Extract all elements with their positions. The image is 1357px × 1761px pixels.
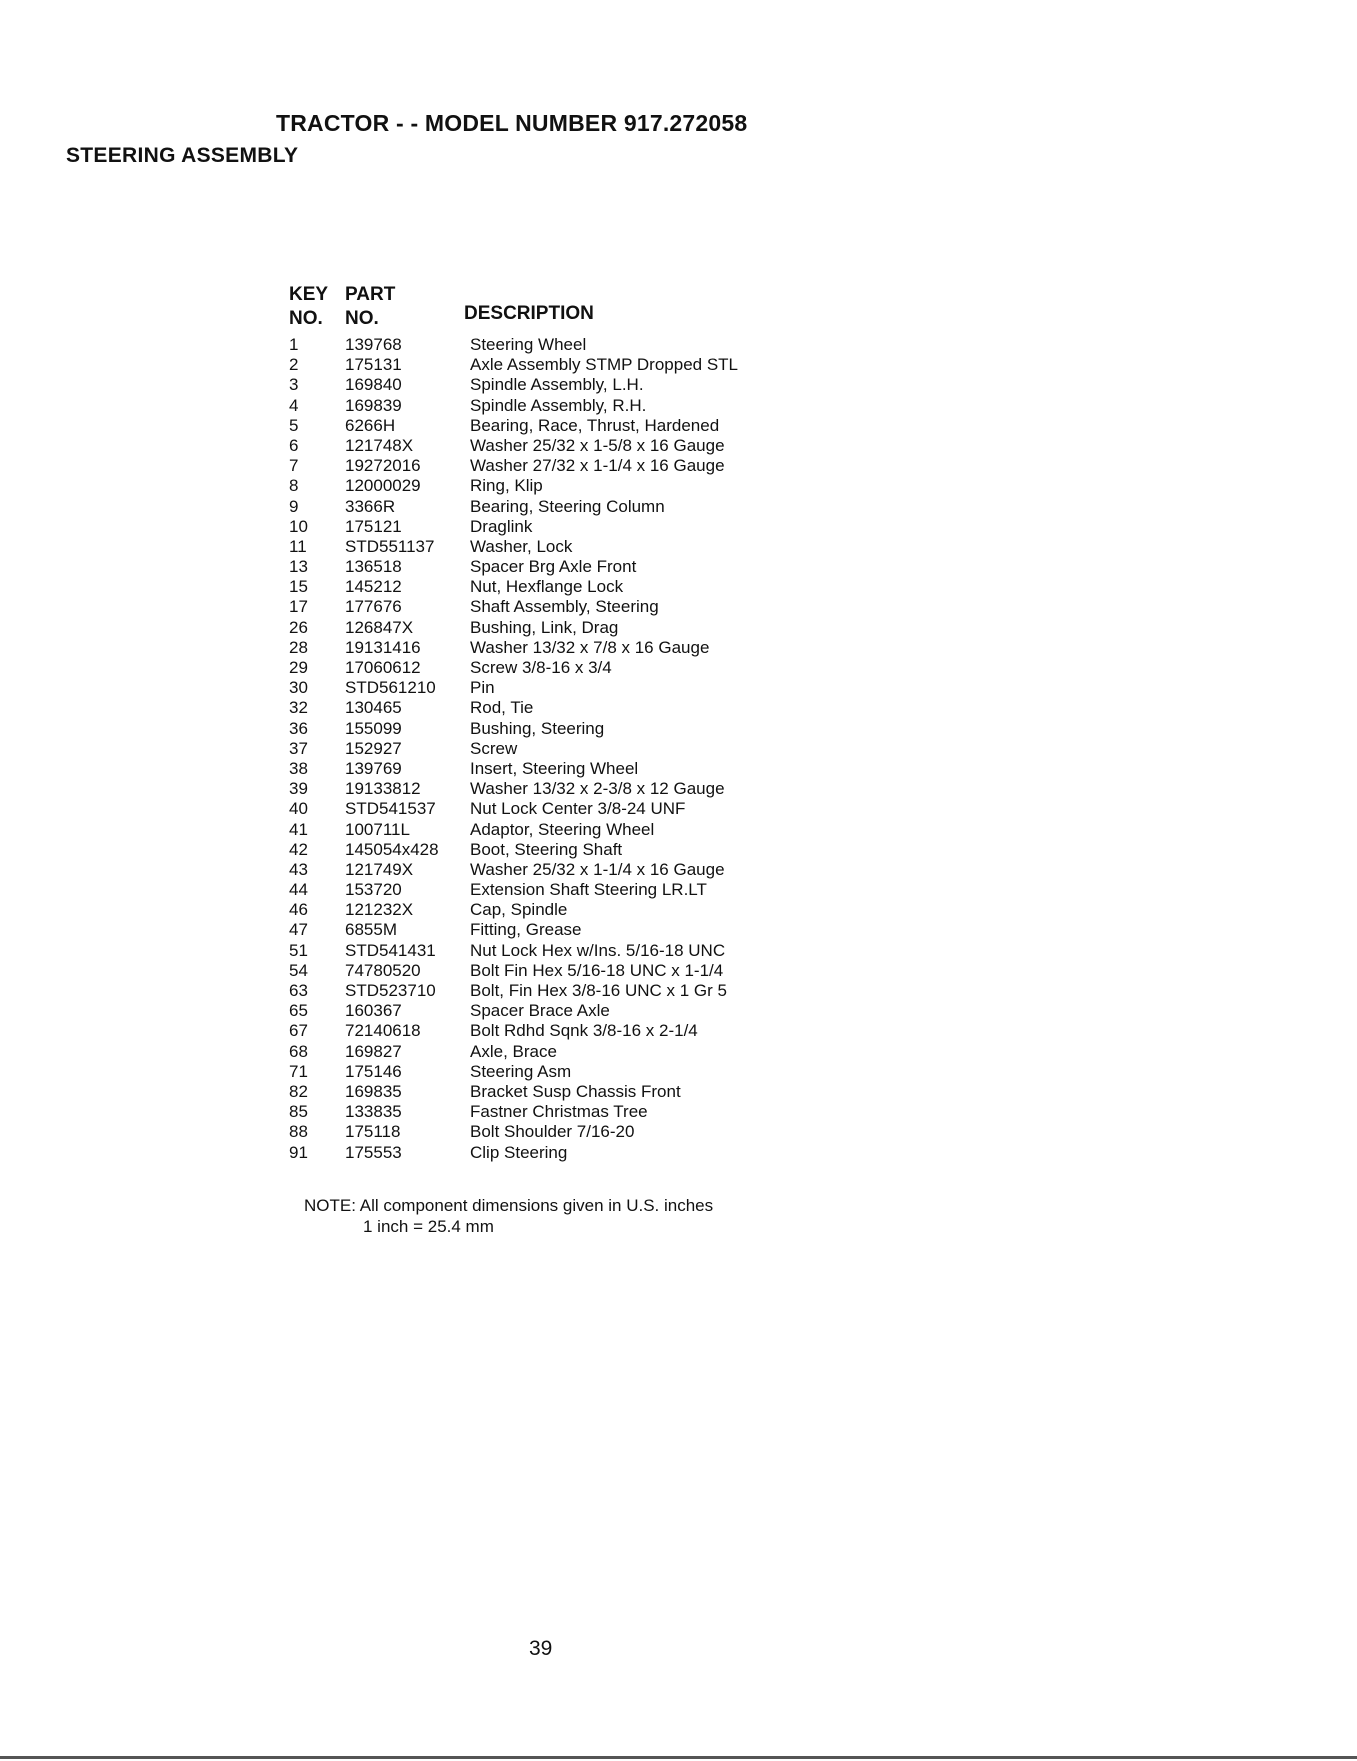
- key-no: 1: [289, 335, 299, 354]
- part-no: 139768: [345, 335, 402, 354]
- description: Bushing, Steering: [470, 718, 605, 738]
- description: Axle, Brace: [470, 1041, 557, 1061]
- description: Fitting, Grease: [470, 920, 582, 940]
- description: Extension Shaft Steering LR.LT: [470, 880, 707, 900]
- key-no: 30: [289, 678, 308, 698]
- key-no: 4: [289, 395, 299, 415]
- description: Adaptor, Steering Wheel: [470, 819, 655, 839]
- key-no: 39: [289, 779, 308, 799]
- part-no: 160367: [345, 1001, 402, 1021]
- description: Bearing, Steering Column: [470, 496, 665, 516]
- header-part-line1: PART: [345, 284, 396, 305]
- description: Cap, Spindle: [470, 900, 568, 920]
- part-no: 145054x428: [345, 839, 439, 859]
- note-line2: 1 inch = 25.4 mm: [363, 1217, 494, 1236]
- part-no: 100711L: [345, 819, 410, 839]
- key-no: 3: [289, 375, 299, 395]
- key-no: 47: [289, 920, 308, 940]
- description: Screw: [470, 738, 518, 758]
- description: Screw 3/8-16 x 3/4: [470, 658, 612, 677]
- part-no: 175121: [345, 516, 402, 536]
- part-no: 155099: [345, 718, 402, 738]
- header-key-line2: NO.: [289, 308, 323, 329]
- key-no: 13: [289, 557, 308, 577]
- description: Spacer Brg Axle Front: [470, 557, 637, 577]
- description: Clip Steering: [470, 1142, 568, 1162]
- key-no: 88: [289, 1122, 308, 1142]
- part-no: STD561210: [345, 678, 436, 698]
- description: Axle Assembly STMP Dropped STL: [470, 355, 739, 375]
- description: Pin: [470, 678, 495, 698]
- key-no: 85: [289, 1102, 308, 1122]
- key-no: 68: [289, 1041, 308, 1061]
- key-no: 46: [289, 900, 308, 920]
- part-no: 175553: [345, 1142, 402, 1162]
- key-no: 5: [289, 415, 299, 435]
- description: Spacer Brace Axle: [470, 1001, 610, 1021]
- part-no: 169840: [345, 375, 402, 395]
- part-no: 133835: [345, 1102, 402, 1122]
- description: Bolt, Fin Hex 3/8-16 UNC x 1 Gr 5: [470, 981, 727, 1000]
- description: Boot, Steering Shaft: [470, 839, 623, 859]
- key-no: 36: [289, 718, 308, 738]
- key-no: 44: [289, 880, 308, 900]
- description: Spindle Assembly, R.H.: [470, 395, 647, 415]
- key-no: 32: [289, 698, 308, 718]
- key-no: 38: [289, 758, 308, 778]
- key-no: 54: [289, 960, 308, 980]
- description: Washer 13/32 x 7/8 x 16 Gauge: [470, 637, 710, 657]
- page-title: TRACTOR - - MODEL NUMBER 917.272058: [276, 110, 748, 136]
- description: Washer, Lock: [470, 536, 573, 556]
- key-no: 63: [289, 981, 308, 1000]
- part-no: 12000029: [345, 476, 421, 496]
- part-no: 177676: [345, 597, 402, 617]
- key-no: 82: [289, 1081, 308, 1101]
- key-no: 9: [289, 496, 299, 516]
- part-no: 136518: [345, 557, 402, 577]
- key-no: 26: [289, 617, 308, 637]
- part-no: 72140618: [345, 1021, 421, 1041]
- key-no: 8: [289, 476, 299, 496]
- part-no: 6855M: [345, 920, 397, 940]
- key-no: 51: [289, 940, 308, 960]
- description: Bearing, Race, Thrust, Hardened: [470, 415, 720, 435]
- description: Spindle Assembly, L.H.: [470, 375, 644, 395]
- key-no: 17: [289, 597, 308, 617]
- part-no: 130465: [345, 698, 402, 718]
- description: Steering Asm: [470, 1061, 572, 1081]
- key-no: 10: [289, 516, 308, 536]
- description: Bolt Fin Hex 5/16-18 UNC x 1-1/4: [470, 960, 724, 980]
- part-no: 19133812: [345, 779, 421, 799]
- key-no: 40: [289, 799, 308, 819]
- key-no: 41: [289, 819, 308, 839]
- part-no: 175118: [345, 1122, 401, 1142]
- header-description: DESCRIPTION: [464, 303, 594, 324]
- header-key-line1: KEY: [289, 284, 329, 305]
- part-no: 169839: [345, 395, 402, 415]
- part-no: 153720: [345, 880, 402, 900]
- part-no: 175131: [345, 355, 402, 375]
- description: Washer 25/32 x 1-5/8 x 16 Gauge: [470, 435, 725, 455]
- part-no: 152927: [345, 738, 402, 758]
- key-no: 91: [289, 1142, 308, 1162]
- description: Washer 25/32 x 1-1/4 x 16 Gauge: [470, 859, 725, 879]
- part-no: 121748X: [345, 435, 414, 455]
- description: Insert, Steering Wheel: [470, 758, 639, 778]
- key-no: 43: [289, 859, 308, 879]
- key-no: 11: [289, 536, 307, 556]
- description: Bushing, Link, Drag: [470, 617, 619, 637]
- bottom-divider: [0, 1756, 1357, 1759]
- part-no: 19272016: [345, 456, 421, 476]
- key-no: 67: [289, 1021, 308, 1041]
- key-no: 7: [289, 456, 299, 476]
- part-no: STD551137: [345, 536, 435, 556]
- key-no: 2: [289, 355, 299, 375]
- page-number: 39: [529, 1637, 553, 1660]
- key-no: 29: [289, 658, 308, 677]
- key-no: 37: [289, 738, 308, 758]
- description: Nut Lock Hex w/Ins. 5/16-18 UNC: [470, 940, 726, 960]
- key-no: 71: [289, 1061, 308, 1081]
- description: Washer 13/32 x 2-3/8 x 12 Gauge: [470, 779, 725, 799]
- description: Rod, Tie: [470, 698, 534, 718]
- part-no: 19131416: [345, 637, 421, 657]
- part-no: 139769: [345, 758, 402, 778]
- header-part-line2: NO.: [345, 308, 379, 329]
- part-no: 17060612: [345, 658, 421, 677]
- description: Shaft Assembly, Steering: [470, 597, 659, 617]
- key-no: 15: [289, 577, 308, 597]
- part-no: 121749X: [345, 859, 414, 879]
- description: Nut Lock Center 3/8-24 UNF: [470, 799, 686, 819]
- description: Bracket Susp Chassis Front: [470, 1081, 681, 1101]
- description: Draglink: [470, 516, 533, 536]
- note: [304, 1195, 713, 1237]
- part-no: 126847X: [345, 617, 414, 637]
- key-no: 65: [289, 1001, 308, 1021]
- description: Fastner Christmas Tree: [470, 1102, 648, 1122]
- part-no: 74780520: [345, 960, 421, 980]
- description: Steering Wheel: [470, 335, 587, 354]
- part-no: 121232X: [345, 900, 414, 920]
- part-no: 169827: [345, 1041, 402, 1061]
- part-no: 3366R: [345, 496, 396, 516]
- description: Bolt Rdhd Sqnk 3/8-16 x 2-1/4: [470, 1021, 698, 1041]
- note-line1: NOTE: All component dimensions given in U.S. inches: [304, 1196, 714, 1215]
- description: Ring, Klip: [470, 476, 543, 496]
- part-no: STD523710: [345, 981, 436, 1000]
- part-no: 175146: [345, 1061, 402, 1081]
- part-no: STD541431: [345, 940, 436, 960]
- part-no: 169835: [345, 1081, 402, 1101]
- key-no: 42: [289, 839, 308, 859]
- description: Nut, Hexflange Lock: [470, 577, 624, 597]
- part-no: 145212: [345, 577, 402, 597]
- section-title: STEERING ASSEMBLY: [66, 144, 299, 167]
- part-no: 6266H: [345, 415, 396, 435]
- description: Washer 27/32 x 1-1/4 x 16 Gauge: [470, 456, 725, 476]
- part-no: STD541537: [345, 799, 436, 819]
- description: Bolt Shoulder 7/16-20: [470, 1122, 635, 1142]
- key-no: 28: [289, 637, 308, 657]
- key-no: 6: [289, 435, 299, 455]
